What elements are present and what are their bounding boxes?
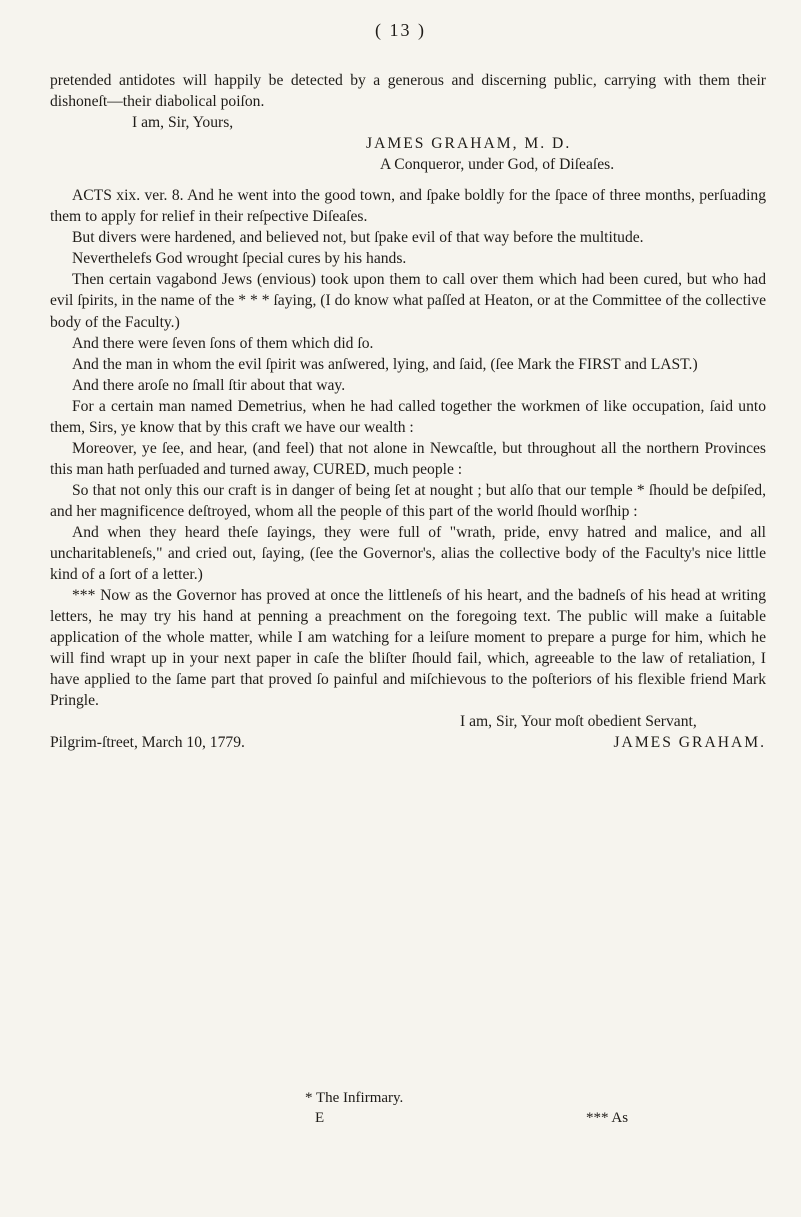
paragraph-1: pretended antidotes will happily be detected by a generous and discerning public, carrying with them their dishoneſt—their diabolical poiſon. — [50, 72, 766, 111]
footnote: * The Infirmary. — [305, 1090, 404, 1106]
paragraph-10: Moreover, ye ſee, and hear, (and feel) that not alone in Newcaſtle, but throughout all the northern Provinces this man hath perſuaded and turned away, CURED, much people : — [50, 439, 766, 478]
paragraph-12: And when they heard theſe ſayings, they were full of "wrath, pride, envy hatred and malice, and all uncharitableneſs," and cried out, ſaying, (ſee the Governor's, alias the collective body of the Faculty's nice little kind of a ſort of a letter.) — [50, 523, 766, 584]
paragraph-9: For a certain man named Demetrius, when he had called together the workmen of like occupation, ſaid unto them, Sirs, ye know that by this craft we have our wealth : — [50, 397, 766, 436]
closing-row — [50, 732, 766, 753]
signature-title: A Conqueror, under God, of Diſeaſes. — [380, 156, 615, 174]
paragraph-acts: ACTS xix. ver. 8. And he went into the good town, and ſpake boldly for the ſpace of three months, perſuading them to apply for relief in their reſpective Diſeaſes. — [50, 187, 766, 226]
paragraph-5: Then certain vagabond Jews (envious) took upon them to call over them which had been cured, but who had evil ſpirits, in the name of the * * * ſaying, (I do know what paſſed at Heaton, or at the Committee of the collective body of the Faculty.) — [50, 271, 766, 331]
signature-greeting: I am, Sir, Yours, — [132, 114, 234, 132]
paragraph-7: And the man in whom the evil ſpirit was anſwered, lying, and ſaid, (ſee Mark the FIRST and LAST.) — [72, 355, 698, 373]
paragraph-13: *** Now as the Governor has proved at once the littleneſs of his heart, and the badneſs of his head at writing letters, he may try his hand at penning a preachment on the foregoing text. The public will make a ſuitable application of the whole matter, while I am watching for a leiſure moment to prepare a purge for him, which he will find wrapt up in your next paper in caſe the bliſter ſhould fail, which, agreeable to the law of retaliation, I have applied to the ſame part that proved ſo painful and miſchievous to the poſteriors of his flexible friend Mark Pringle. — [50, 587, 766, 710]
closing-address: Pilgrim-ſtreet, March 10, 1779. — [50, 734, 245, 752]
closing-name: JAMES GRAHAM. — [613, 734, 766, 752]
catchword: *** As — [586, 1110, 629, 1126]
signature-name: JAMES GRAHAM, M. D. — [366, 135, 572, 153]
page-number: ( 13 ) — [375, 20, 426, 40]
paragraph-8: And there aroſe no ſmall ſtir about that way. — [72, 376, 346, 394]
signature-mark: E — [315, 1110, 325, 1126]
paragraph-3: But divers were hardened, and believed not, but ſpake evil of that way before the multitude. — [72, 229, 644, 247]
paragraph-4: Neverthelefs God wrought ſpecial cures by his hands. — [72, 250, 407, 268]
paragraph-11: So that not only this our craft is in danger of being ſet at nought ; but alſo that our temple * ſhould be deſpiſed, and her magnificence deſtroyed, whom all the people of this part of the world ſhould worſhip : — [50, 481, 766, 520]
closing-line: I am, Sir, Your moſt obedient Servant, — [460, 713, 697, 731]
paragraph-6: And there were ſeven ſons of them which did ſo. — [72, 334, 374, 352]
letter-body — [50, 70, 766, 754]
